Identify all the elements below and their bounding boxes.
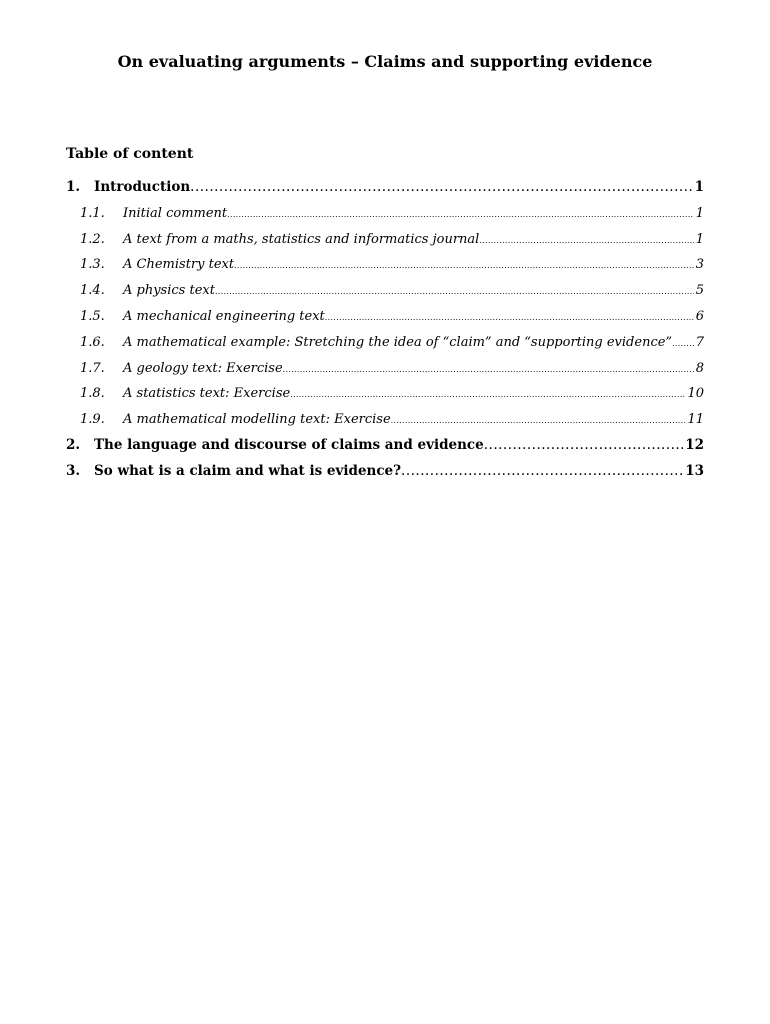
toc-entry-title: So what is a claim and what is evidence? [94, 462, 402, 479]
toc-entry-number: 1.8. [80, 386, 105, 402]
toc-entry-title: A mechanical engineering text [123, 308, 325, 324]
toc-dot-leader [215, 279, 694, 304]
toc-entry-page: 5 [695, 283, 704, 299]
toc-entry-maths-journal-text[interactable] [66, 227, 704, 253]
toc-entry-page: 6 [695, 308, 704, 324]
toc-entry-page: 1 [694, 179, 704, 195]
toc-dot-leader [227, 202, 694, 227]
toc-entry-title: Initial comment [123, 205, 228, 221]
toc-entry-physics-text[interactable] [66, 278, 704, 304]
toc-entry-number: 1.2. [80, 231, 105, 247]
toc-dot-leader [401, 459, 683, 485]
toc-dot-leader [484, 433, 683, 459]
toc-entry-title: A geology text: Exercise [123, 360, 283, 376]
toc-entry-number: 1.5. [80, 308, 105, 324]
toc-dot-leader [672, 331, 694, 356]
toc-entry-title: A statistics text: Exercise [123, 386, 291, 402]
toc-entry-page: 1 [695, 205, 704, 221]
toc-entry-title: A mathematical example: Stretching the idea of “claim” and “supporting evidence” [123, 334, 673, 350]
toc-entry-title: A text from a maths, statistics and informatics journal [123, 231, 480, 247]
toc-dot-leader [290, 382, 685, 407]
toc-entry-title: A mathematical modelling text: Exercise [123, 412, 391, 428]
toc-entry-introduction[interactable] [66, 175, 704, 201]
toc-entry-geology-text[interactable] [66, 356, 704, 382]
toc-dot-leader [190, 175, 692, 201]
toc-entry-title: A Chemistry text [123, 257, 235, 273]
toc-entry-number: 1.1. [80, 205, 105, 221]
toc-entry-number: 1.6. [80, 334, 105, 350]
toc-heading: Table of content [66, 146, 194, 162]
toc-entry-page: 3 [695, 257, 704, 273]
toc-dot-leader [391, 408, 686, 433]
toc-entry-mathematical-example[interactable] [66, 330, 704, 356]
toc-dot-leader [234, 253, 694, 278]
toc-entry-page: 7 [695, 334, 704, 350]
toc-entry-page: 12 [685, 436, 704, 453]
toc-dot-leader [283, 357, 694, 382]
toc-entry-page: 10 [687, 386, 704, 402]
document-title: On evaluating arguments – Claims and supporting evidence [117, 52, 653, 71]
toc-dot-leader [325, 305, 694, 330]
toc-entry-language-and-discourse[interactable] [66, 433, 704, 459]
toc-entry-title: A physics text [123, 283, 215, 299]
toc-entry-what-is-a-claim[interactable] [66, 459, 704, 485]
toc-entry-number: 1.7. [80, 360, 105, 376]
toc-entry-page: 8 [695, 360, 704, 376]
toc-entry-statistics-text[interactable] [66, 381, 704, 407]
table-of-contents [66, 175, 704, 485]
toc-entry-page: 1 [695, 231, 704, 247]
toc-entry-number: 2. [66, 436, 81, 453]
toc-entry-initial-comment[interactable] [66, 201, 704, 227]
toc-entry-mathematical-modelling-text[interactable] [66, 407, 704, 433]
toc-entry-number: 1.9. [80, 412, 105, 428]
toc-entry-page: 13 [685, 462, 704, 479]
toc-entry-page: 11 [687, 412, 704, 428]
toc-dot-leader [479, 228, 693, 253]
toc-entry-mechanical-engineering-text[interactable] [66, 304, 704, 330]
toc-entry-chemistry-text[interactable] [66, 252, 704, 278]
toc-entry-number: 1.3. [80, 257, 105, 273]
toc-entry-title: Introduction [94, 179, 191, 195]
toc-entry-number: 1.4. [80, 283, 105, 299]
toc-entry-number: 1. [66, 179, 81, 195]
toc-entry-title: The language and discourse of claims and evidence [94, 436, 484, 453]
toc-entry-number: 3. [66, 462, 81, 479]
